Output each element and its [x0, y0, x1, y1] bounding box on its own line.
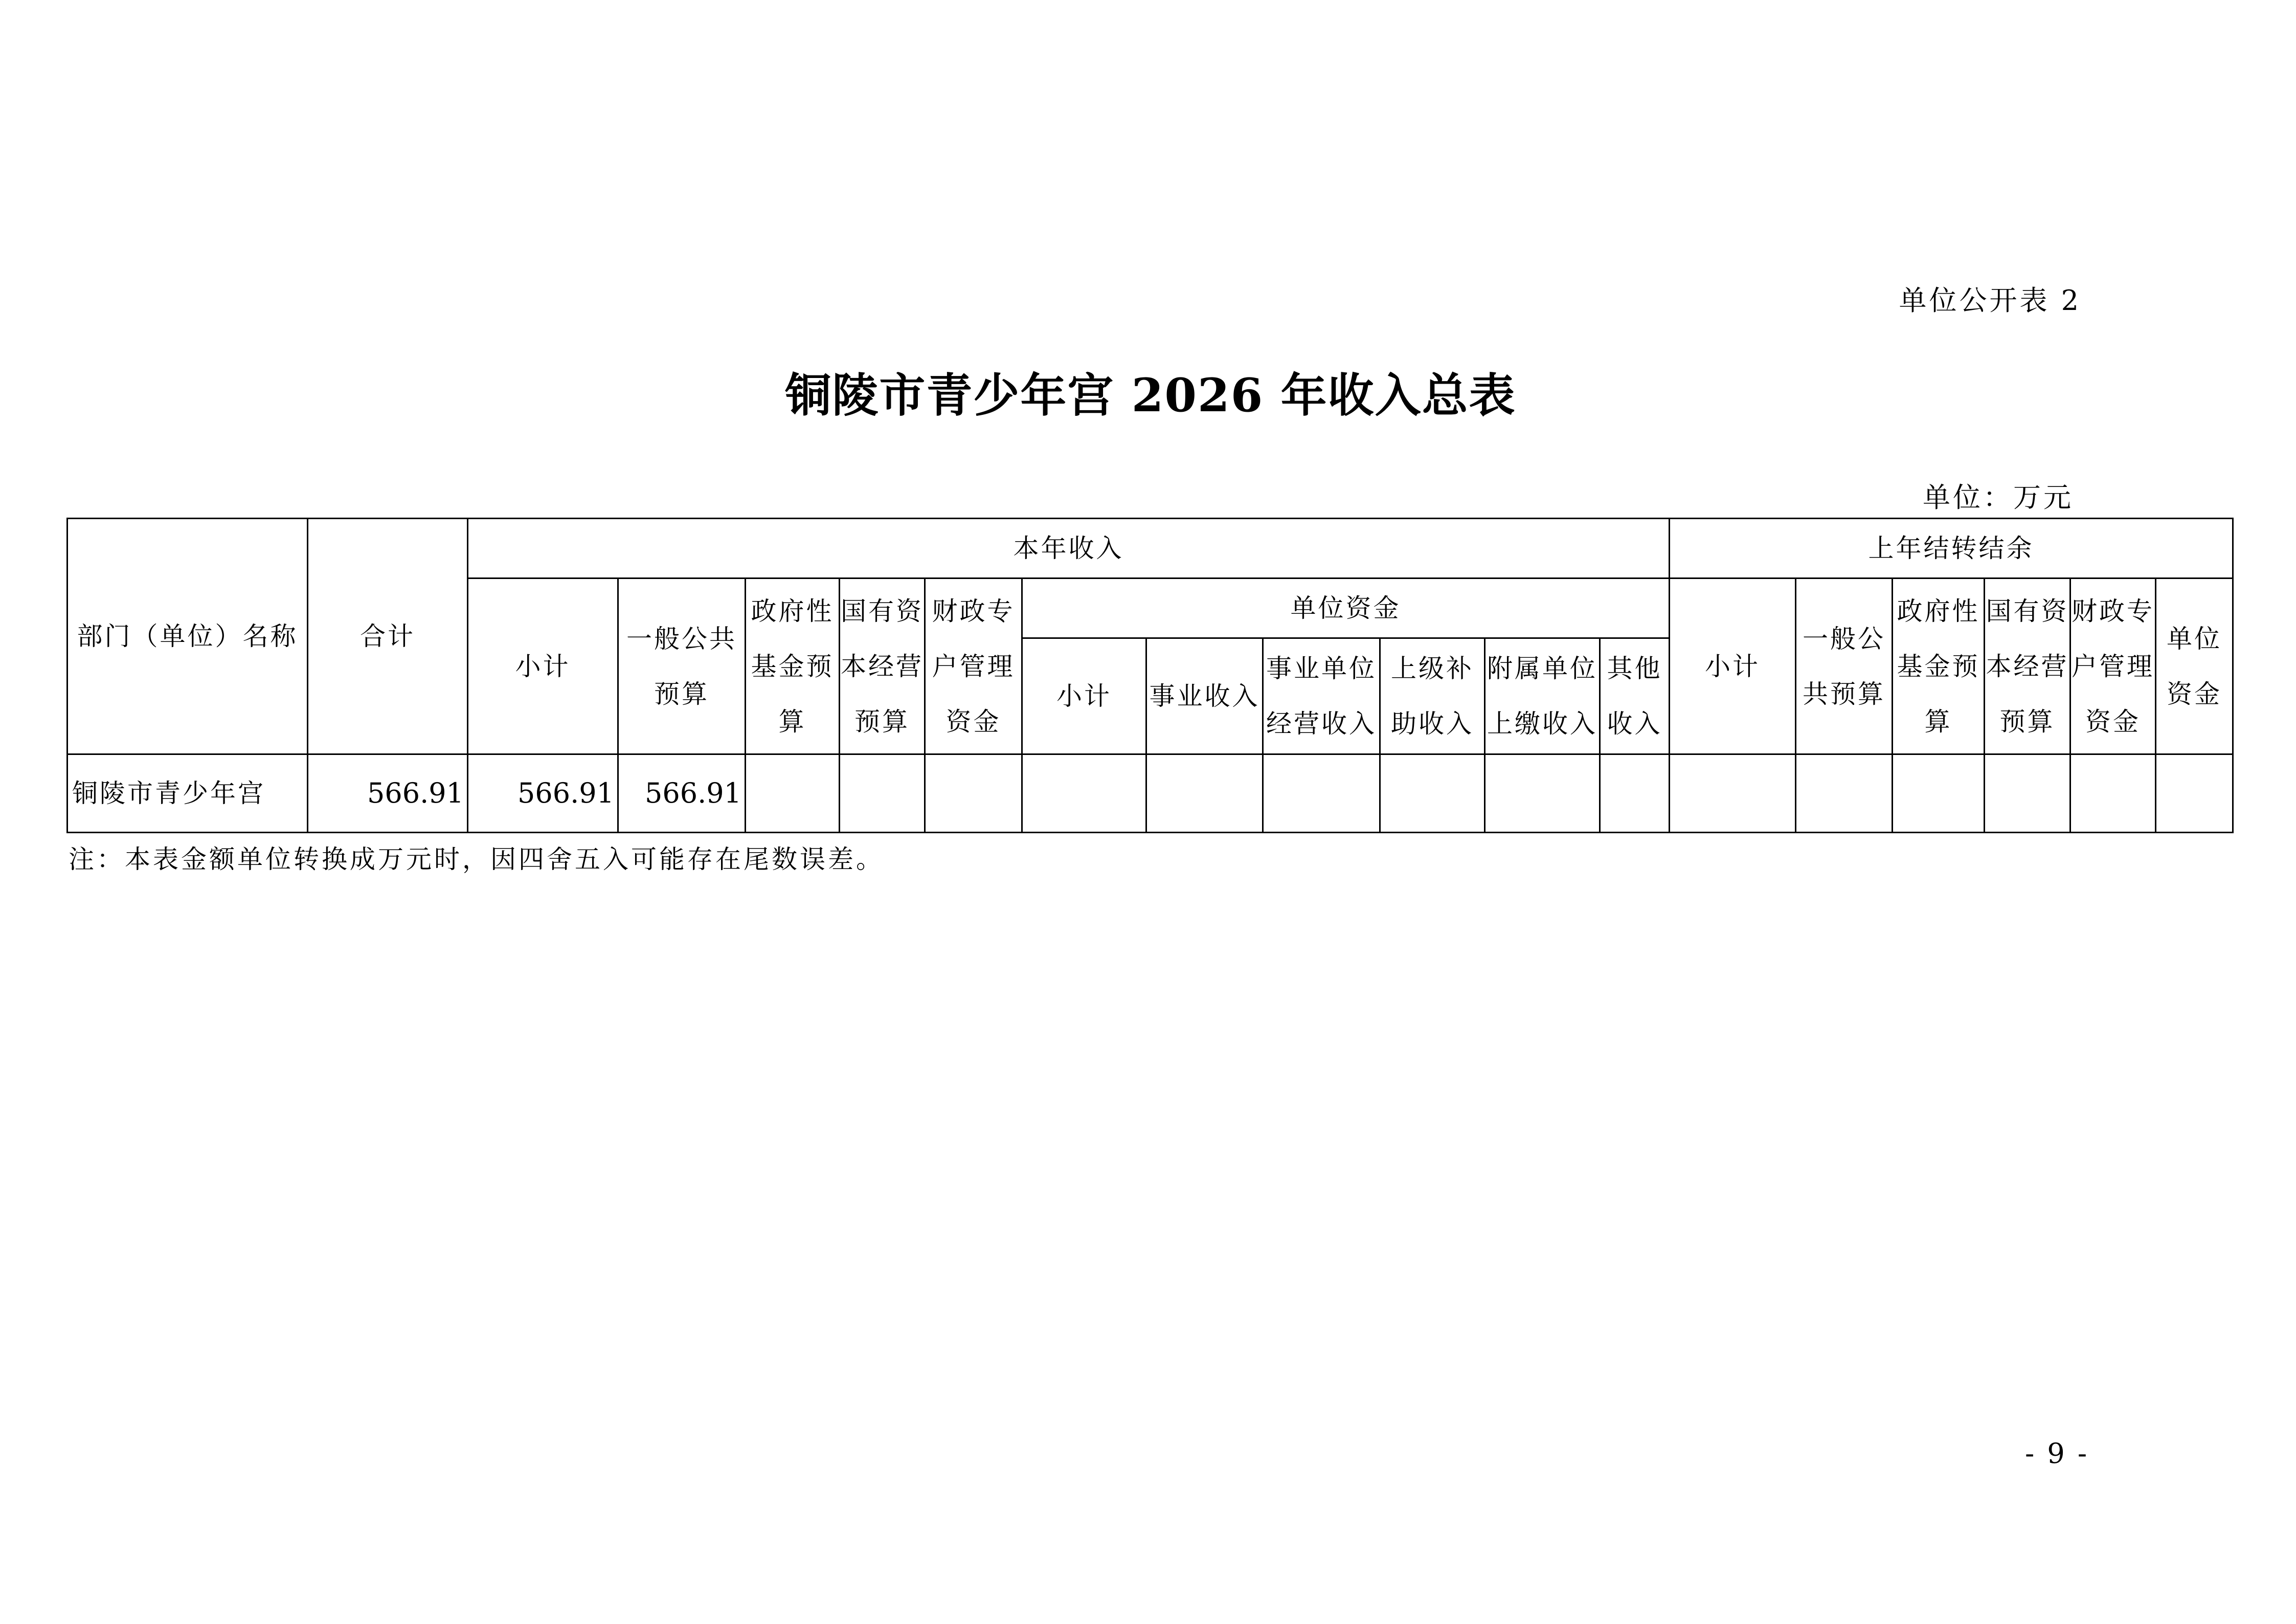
row-cy-gov-fund	[746, 754, 840, 833]
header-py-subtotal: 小计	[1670, 579, 1796, 754]
row-uf-operating-income	[1263, 754, 1380, 833]
header-uf-subsidy-income: 上级补助收入	[1380, 638, 1485, 754]
header-cy-gov-fund: 政府性基金预算	[746, 579, 840, 754]
row-py-state-capital	[1985, 754, 2070, 833]
header-uf-subtotal: 小计	[1022, 638, 1146, 754]
row-py-special-account	[2070, 754, 2156, 833]
row-cy-special-account	[925, 754, 1022, 833]
row-dept-name: 铜陵市青少年宫	[67, 754, 308, 833]
row-cy-general-budget: 566.91	[618, 754, 746, 833]
row-uf-affiliated-income	[1485, 754, 1600, 833]
header-cy-state-capital: 国有资本经营预算	[840, 579, 925, 754]
header-py-general-budget: 一般公共预算	[1796, 579, 1893, 754]
header-unit-funds: 单位资金	[1022, 579, 1670, 638]
row-py-unit-funds	[2156, 754, 2233, 833]
page-number: - 9 -	[2025, 1437, 2089, 1470]
header-current-year-income: 本年收入	[468, 519, 1670, 579]
row-uf-subsidy-income	[1380, 754, 1485, 833]
header-py-special-account: 财政专户管理资金	[2070, 579, 2156, 754]
row-py-gov-fund	[1893, 754, 1985, 833]
header-cy-special-account: 财政专户管理资金	[925, 579, 1022, 754]
form-number: 单位公开表 2	[1899, 284, 2081, 317]
header-uf-other-income: 其他收入	[1600, 638, 1670, 754]
table-row	[67, 754, 2233, 833]
income-summary-table	[66, 518, 2234, 833]
header-py-gov-fund: 政府性基金预算	[1893, 579, 1985, 754]
header-py-state-capital: 国有资本经营预算	[1985, 579, 2070, 754]
row-total: 566.91	[308, 754, 468, 833]
header-uf-affiliated-income: 附属单位上缴收入	[1485, 638, 1600, 754]
row-cy-state-capital	[840, 754, 925, 833]
header-total: 合计	[308, 519, 468, 754]
header-dept-name: 部门（单位）名称	[67, 519, 308, 754]
footnote: 注：本表金额单位转换成万元时，因四舍五入可能存在尾数误差。	[69, 844, 884, 874]
row-cy-subtotal: 566.91	[468, 754, 618, 833]
header-py-unit-funds: 单位资金	[2156, 579, 2233, 754]
header-uf-operating-income: 事业单位经营收入	[1263, 638, 1380, 754]
unit-label: 单位：万元	[1923, 481, 2074, 514]
header-uf-business-income: 事业收入	[1146, 638, 1263, 754]
row-py-subtotal	[1670, 754, 1796, 833]
header-cy-subtotal: 小计	[468, 579, 618, 754]
row-uf-business-income	[1146, 754, 1263, 833]
row-py-general-budget	[1796, 754, 1893, 833]
row-uf-subtotal	[1022, 754, 1146, 833]
row-uf-other-income	[1600, 754, 1670, 833]
header-cy-general-budget: 一般公共预算	[618, 579, 746, 754]
page-title: 铜陵市青少年宫 2026 年收入总表	[785, 368, 1516, 422]
header-prev-year-carryover: 上年结转结余	[1670, 519, 2233, 579]
